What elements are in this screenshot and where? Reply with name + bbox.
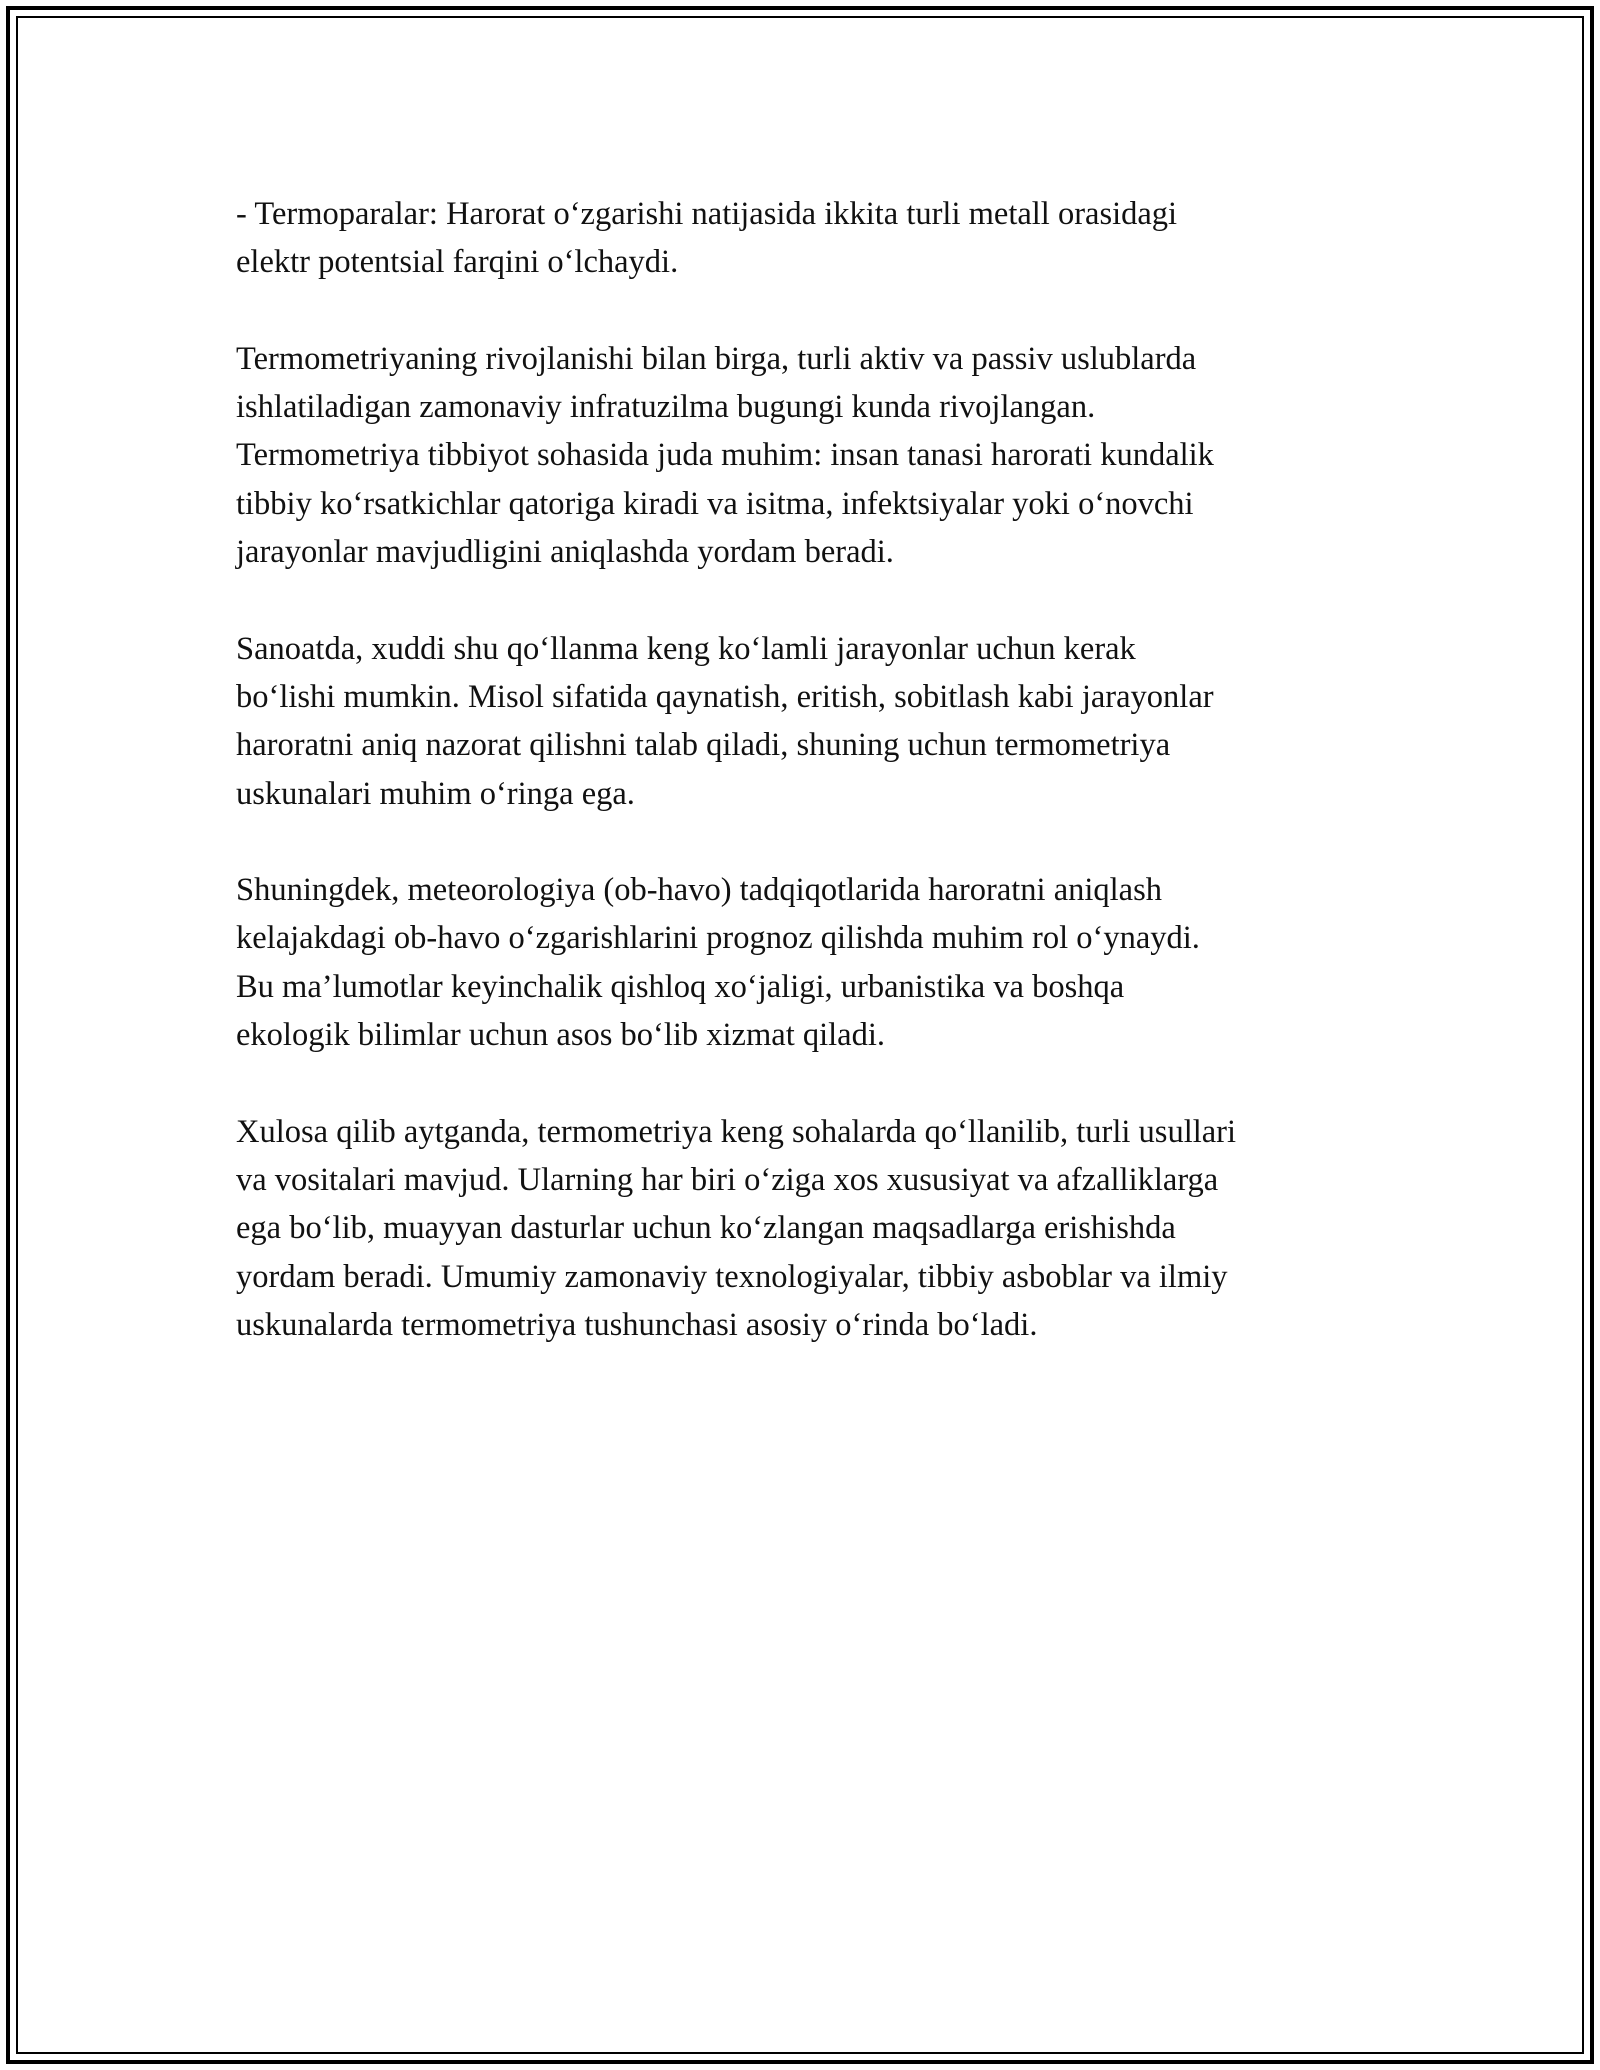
paragraph-meteorology: Shuningdek, meteorologiya (ob-havo) tadqiqotlarida haroratni aniqlash kelajakdagi ob-havo o‘zgarishlarini prognoz qilishda muhim rol o‘ynaydi. Bu ma’lumotlar keyinchalik qishloq xo‘jaligi, urbanistika va boshqa ekologik bilimlar uchun asos bo‘lib xizmat qiladi. [236,872,1200,1054]
paragraph-conclusion: Xulosa qilib aytganda, termometriya keng sohalarda qo‘llanilib, turli usullari va vositalari mavjud. Ularning har biri o‘ziga xos xususiyat va afzalliklarga ega bo‘lib, muayyan dasturlar uchun ko‘zlangan maqsadlarga erishishda yordam beradi. Umumiy zamonaviy texnologiyalar, tibbiy asboblar va ilmiy uskunalarda termometriya tushunchasi asosiy o‘rinda bo‘ladi. [236,1113,1237,1343]
paragraph-medicine: Termometriyaning rivojlanishi bilan birga, turli aktiv va passiv uslublarda ishlatiladigan zamonaviy infratuzilma bugungi kunda rivojlangan. Termometriya tibbiyot sohasida juda muhim: insan tanasi harorati kundalik tibbiy ko‘rsatkichlar qatoriga kiradi va isitma, infektsiyalar yoki o‘novchi jarayonlar mavjudligini aniqlashda yordam beradi. [236,340,1214,571]
paragraph-industry: Sanoatda, xuddi shu qo‘llanma keng ko‘lamli jarayonlar uchun kerak bo‘lishi mumkin. Misol sifatida qaynatish, eritish, sobitlash kabi jarayonlar haroratni aniq nazorat qilishni talab qiladi, shuning uchun termometriya uskunalari muhim o‘ringa ega. [236,630,1214,812]
paragraph-termocouples: - Termoparalar: Harorat o‘zgarishi natijasida ikkita turli metall orasidagi elektr potentsial farqini o‘lchaydi. [236,196,1178,281]
document-body [236,190,1376,1397]
